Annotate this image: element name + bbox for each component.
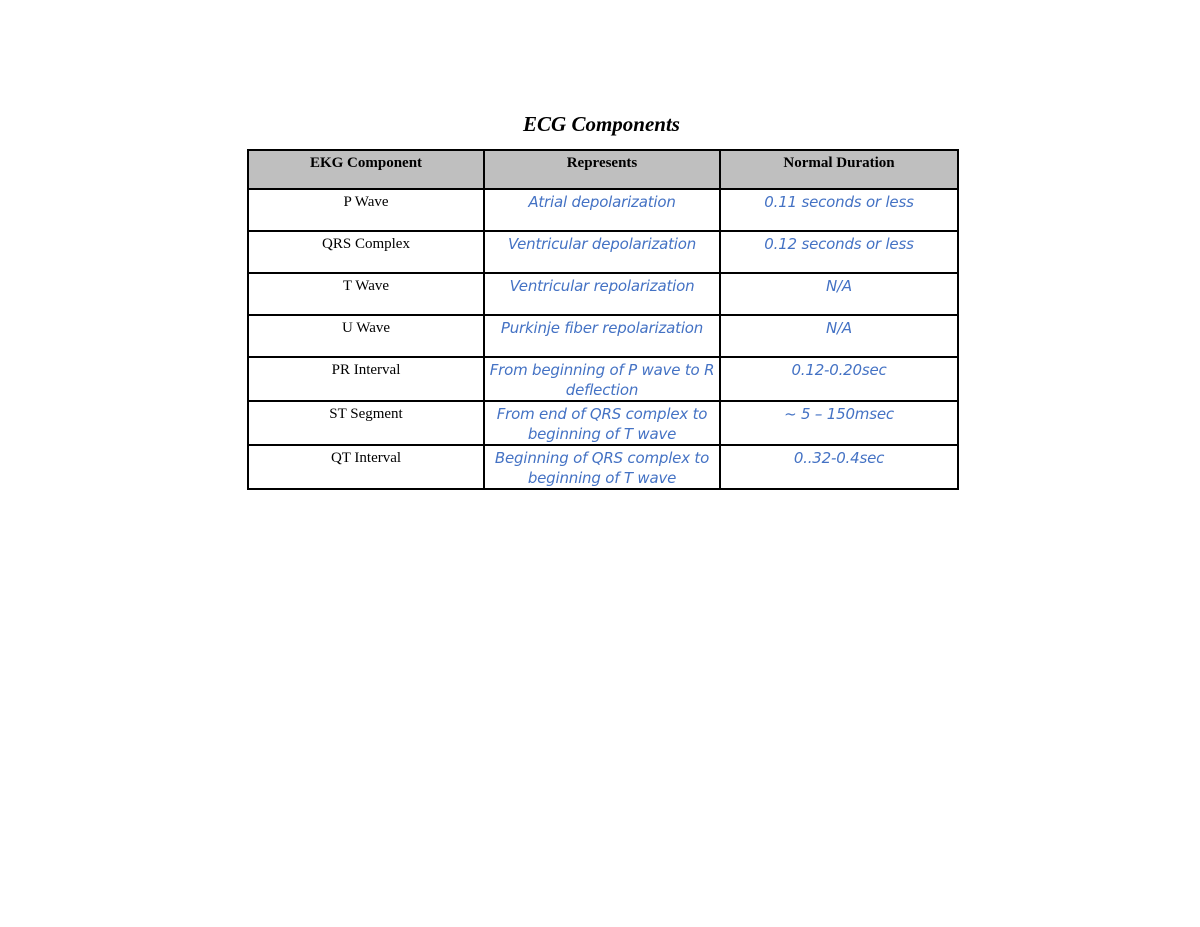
document-title: ECG Components bbox=[523, 112, 680, 136]
table-header-row bbox=[248, 150, 958, 189]
represents-cell: Beginning of QRS complex to beginning of T wave bbox=[484, 445, 720, 489]
table-row bbox=[248, 445, 958, 489]
table-row bbox=[248, 231, 958, 273]
duration-cell: 0.12-0.20sec bbox=[720, 357, 958, 401]
duration-cell: 0.12 seconds or less bbox=[720, 231, 958, 273]
represents-cell: Ventricular repolarization bbox=[484, 273, 720, 315]
component-cell: QT Interval bbox=[248, 445, 484, 489]
header-ekg-component: EKG Component bbox=[248, 150, 484, 189]
component-cell: T Wave bbox=[248, 273, 484, 315]
represents-cell: Atrial depolarization bbox=[484, 189, 720, 231]
represents-cell: From end of QRS complex to beginning of T wave bbox=[484, 401, 720, 445]
represents-cell: Purkinje fiber repolarization bbox=[484, 315, 720, 357]
duration-cell: 0..32-0.4sec bbox=[720, 445, 958, 489]
table-row bbox=[248, 315, 958, 357]
table-row bbox=[248, 357, 958, 401]
header-represents: Represents bbox=[484, 150, 720, 189]
represents-cell: Ventricular depolarization bbox=[484, 231, 720, 273]
duration-cell: 0.11 seconds or less bbox=[720, 189, 958, 231]
duration-cell: ~ 5 – 150msec bbox=[720, 401, 958, 445]
table-row bbox=[248, 189, 958, 231]
duration-cell: N/A bbox=[720, 273, 958, 315]
component-cell: QRS Complex bbox=[248, 231, 484, 273]
component-cell: P Wave bbox=[248, 189, 484, 231]
component-cell: PR Interval bbox=[248, 357, 484, 401]
duration-cell: N/A bbox=[720, 315, 958, 357]
component-cell: ST Segment bbox=[248, 401, 484, 445]
header-normal-duration: Normal Duration bbox=[720, 150, 958, 189]
represents-cell: From beginning of P wave to R deflection bbox=[484, 357, 720, 401]
table-row bbox=[248, 401, 958, 445]
table-row bbox=[248, 273, 958, 315]
component-cell: U Wave bbox=[248, 315, 484, 357]
ecg-components-table bbox=[247, 149, 959, 490]
